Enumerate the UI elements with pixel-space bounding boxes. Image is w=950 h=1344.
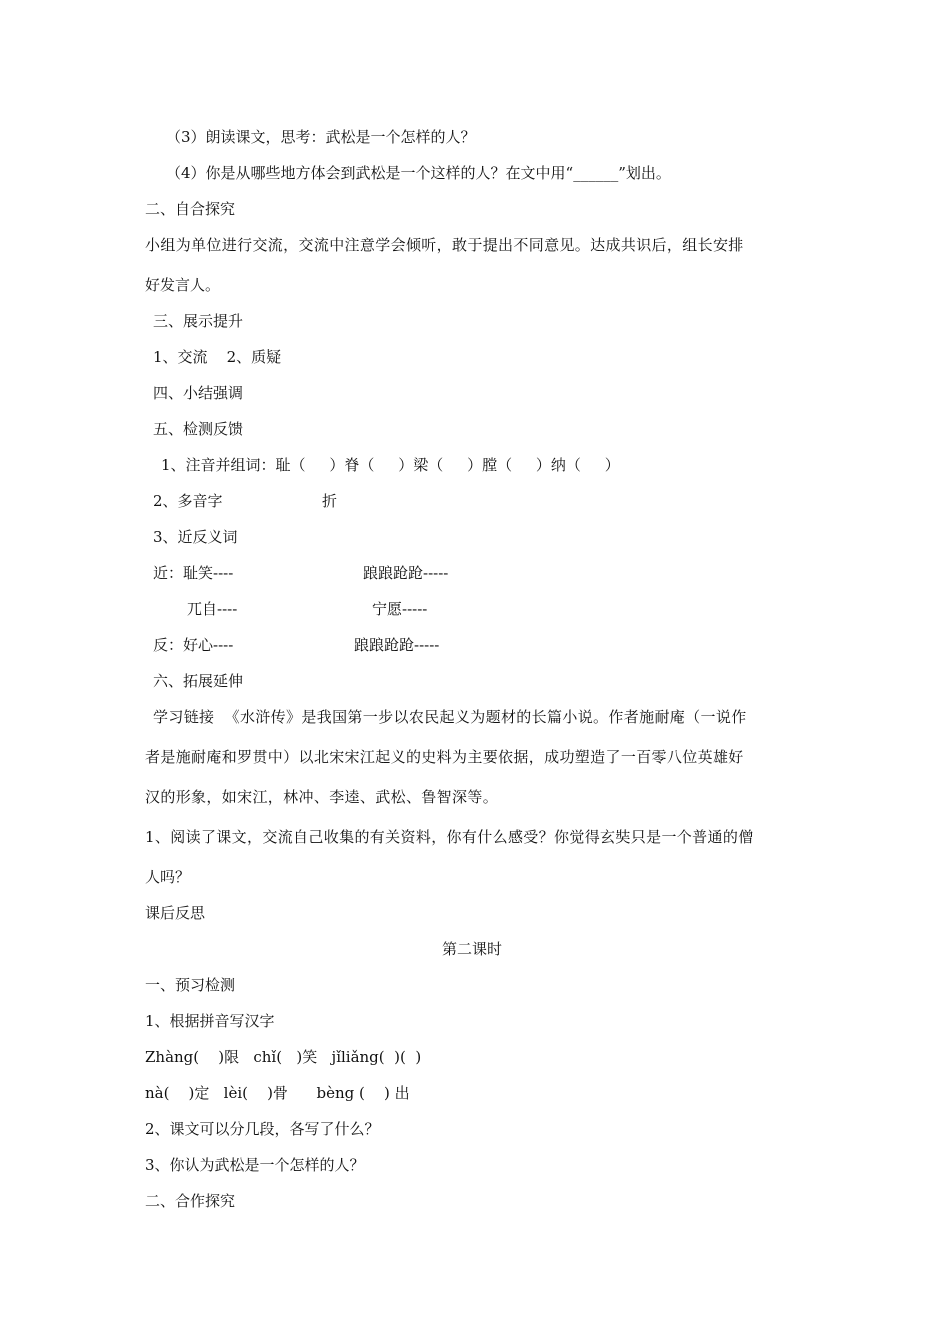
paragraph-line: 人吗？ bbox=[145, 868, 191, 886]
section-heading: 课后反思 bbox=[145, 904, 206, 922]
section-heading: 一、预习检测 bbox=[145, 976, 236, 994]
text-line: （4）你是从哪些地方体会到武松是一个这样的人？在文中用“______”划出。 bbox=[166, 164, 671, 182]
paragraph-line: 1、阅读了课文，交流自己收集的有关资料，你有什么感受？你觉得玄奘只是一个普通的僧 bbox=[145, 828, 754, 846]
exercise-line: 兀自---- bbox=[187, 600, 238, 618]
exercise-word: 折 bbox=[322, 492, 338, 510]
exercise-line: 2、课文可以分几段，各写了什么？ bbox=[145, 1120, 380, 1138]
exercise-line: 3、你认为武松是一个怎样的人？ bbox=[145, 1156, 365, 1174]
text-line: 1、交流 2、质疑 bbox=[153, 348, 282, 366]
exercise-line: 踉踉跄跄----- bbox=[363, 564, 449, 582]
exercise-line: 1、根据拼音写汉字 bbox=[145, 1012, 275, 1030]
exercise-line: 1、注音并组词：耻（ ）脊（ ）梁（ ）膛（ ）纳（ ） bbox=[161, 456, 620, 474]
paragraph-line: 者是施耐庵和罗贯中）以北宋宋江起义的史料为主要依据，成功塑造了一百零八位英雄好 bbox=[145, 748, 744, 766]
exercise-line: 3、近反义词 bbox=[153, 528, 238, 546]
exercise-line: 近：耻笑---- bbox=[153, 564, 234, 582]
section-heading: 六、拓展延伸 bbox=[153, 672, 244, 690]
paragraph-line: 好发言人。 bbox=[145, 276, 221, 294]
exercise-line: 宁愿----- bbox=[372, 600, 428, 618]
section-heading: 二、自合探究 bbox=[145, 200, 236, 218]
exercise-line: 2、多音字 bbox=[153, 492, 223, 510]
exercise-line: 踉踉跄跄----- bbox=[354, 636, 440, 654]
section-heading: 四、小结强调 bbox=[153, 384, 244, 402]
section-heading: 二、合作探究 bbox=[145, 1192, 236, 1210]
section-heading: 五、检测反馈 bbox=[153, 420, 244, 438]
exercise-line: 反：好心---- bbox=[153, 636, 234, 654]
pinyin-exercise-line: Zhàng( )限 chǐ( )笑 jǐliǎng( )( ) bbox=[145, 1048, 422, 1066]
paragraph-line: 汉的形象，如宋江，林冲、李逵、武松、鲁智深等。 bbox=[145, 788, 499, 806]
paragraph-line: 学习链接 《水浒传》是我国第一步以农民起义为题材的长篇小说。作者施耐庵（一说作 bbox=[153, 708, 747, 726]
lesson-title: 第二课时 bbox=[442, 940, 503, 958]
text-line: （3）朗读课文，思考：武松是一个怎样的人？ bbox=[166, 128, 476, 146]
pinyin-exercise-line: nà( )定 lèi( )骨 bèng ( ) 出 bbox=[145, 1084, 410, 1102]
section-heading: 三、展示提升 bbox=[153, 312, 244, 330]
paragraph-line: 小组为单位进行交流，交流中注意学会倾听，敢于提出不同意见。达成共识后，组长安排 bbox=[145, 236, 744, 254]
